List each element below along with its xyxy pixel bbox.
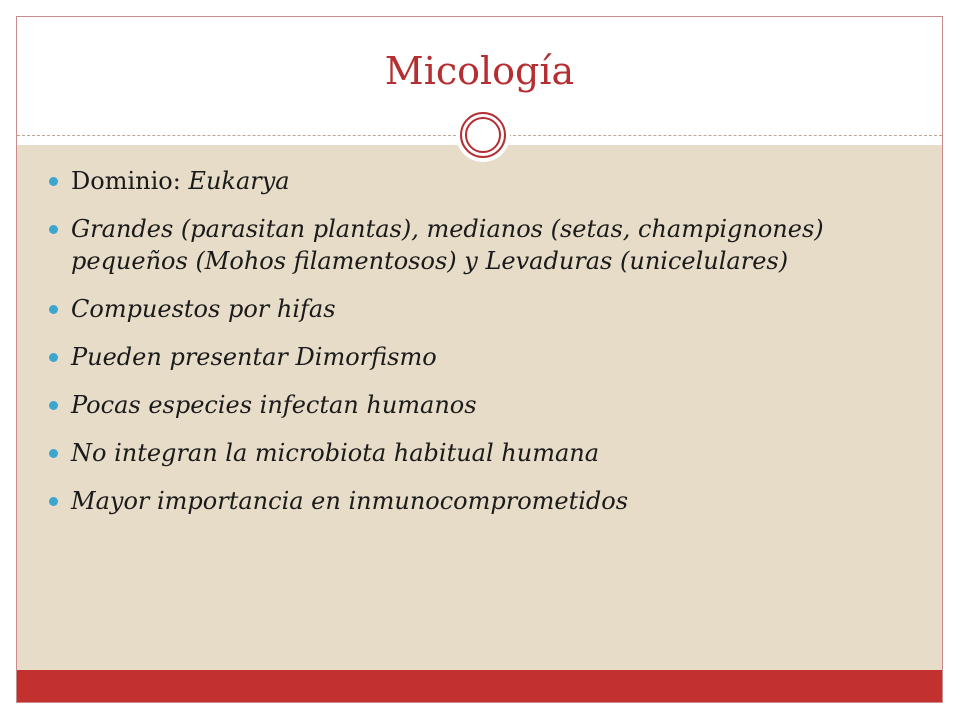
bullet-text: No integran la microbiota habitual humana xyxy=(71,439,600,467)
bullet-text: Grandes (parasitan plantas), medianos (setas, champignones) pequeños (Mohos filamentosos) y Levaduras (unicelulares) xyxy=(71,215,824,275)
round-bullet-icon xyxy=(49,401,58,410)
round-bullet-icon xyxy=(49,497,58,506)
round-bullet-icon xyxy=(49,177,58,186)
round-bullet-icon xyxy=(49,225,58,234)
double-circle-ornament-icon xyxy=(456,108,510,162)
bullet-item xyxy=(49,437,909,469)
bullet-item xyxy=(49,165,909,197)
bullet-item xyxy=(49,213,909,277)
round-bullet-icon xyxy=(49,305,58,314)
bullet-text: Compuestos por hifas xyxy=(71,295,336,323)
bullet-item xyxy=(49,485,909,517)
bullet-text: Pocas especies infectan humanos xyxy=(71,391,477,419)
footer-band xyxy=(17,670,942,702)
bullet-item xyxy=(49,293,909,325)
slide-title: Micología xyxy=(384,49,575,93)
bullet-text: Eukarya xyxy=(188,167,290,195)
slide-frame xyxy=(16,16,943,703)
bullet-text: Pueden presentar Dimorfismo xyxy=(71,343,437,371)
bullet-item xyxy=(49,341,909,373)
bullet-list xyxy=(49,165,909,533)
round-bullet-icon xyxy=(49,449,58,458)
round-bullet-icon xyxy=(49,353,58,362)
ornament-inner-ring xyxy=(465,117,501,153)
bullet-prefix: Dominio: xyxy=(71,167,189,195)
bullet-item xyxy=(49,389,909,421)
bullet-text: Mayor importancia en inmunocomprometidos xyxy=(71,487,629,515)
